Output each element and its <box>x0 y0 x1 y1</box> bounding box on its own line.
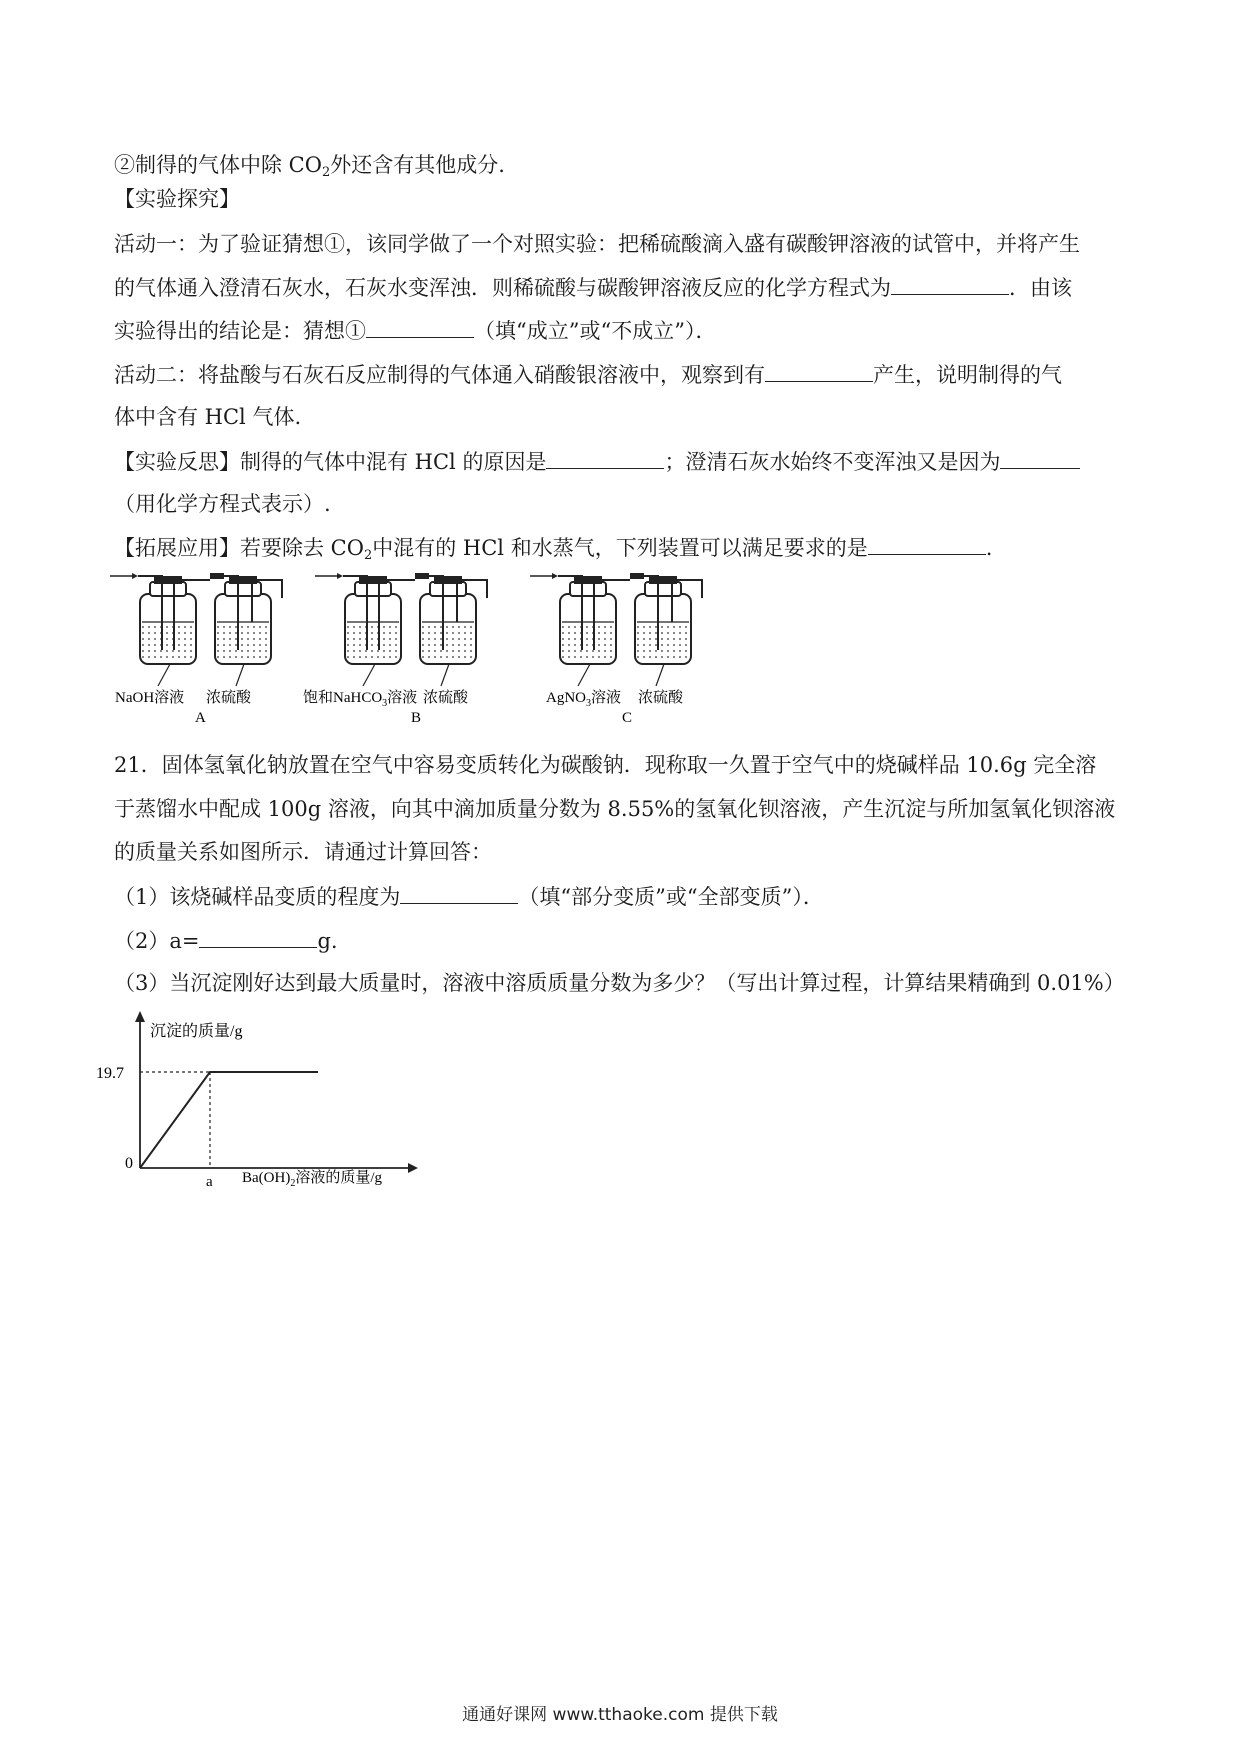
apparatus-c <box>530 573 702 726</box>
y-tick-label: 19.7 <box>96 1065 124 1082</box>
text-line: （用化学方程式表示）. <box>114 492 331 516</box>
text-line: ②制得的气体中除 $CO_2$外还含有其他成分. <box>114 153 505 180</box>
x-axis-label: $Ba(OH)_2$溶液的质量/g <box>242 1170 382 1189</box>
sub-question-3: （3）当沉淀刚好达到最大质量时，溶液中溶质质量分数为多少？（写出计算过程，计算结果精确到 0.01%） <box>114 971 1125 995</box>
apparatus-figure <box>110 570 710 730</box>
answer-blank[interactable] <box>1000 446 1080 469</box>
apparatus-c-left-label: AgNO$_3$溶液 <box>546 690 622 709</box>
apparatus-b-left-label: 饱和NaHCO$_3$溶液 <box>303 690 418 709</box>
apparatus-a-right-label: 浓硫酸 <box>206 690 252 706</box>
origin-label: 0 <box>125 1155 133 1172</box>
text-line: 的气体通入澄清石灰水，石灰水变浑浊．则稀硫酸与碳酸钾溶液反应的化学方程式为 ．由该 <box>114 272 1134 303</box>
text-line: 体中含有 HCl 气体. <box>114 405 302 429</box>
section-heading: 【实验探究】 <box>114 187 240 211</box>
answer-blank[interactable] <box>546 446 664 469</box>
text-line: 的质量关系如图所示．请通过计算回答： <box>114 840 492 864</box>
text-line: 活动一：为了验证猜想①，该同学做了一个对照实验：把稀硫酸滴入盛有碳酸钾溶液的试管中，并将产生 <box>114 232 1080 256</box>
x-tick-label: a <box>206 1174 213 1190</box>
apparatus-b <box>303 573 487 726</box>
apparatus-b-right-label: 浓硫酸 <box>423 690 469 706</box>
apparatus-c-letter: C <box>622 710 633 726</box>
y-axis-label: 沉淀的质量/g <box>150 1023 243 1040</box>
answer-blank[interactable] <box>891 272 1009 295</box>
question-21: 21．固体氢氧化钠放置在空气中容易变质转化为碳酸钠．现称取一久置于空气中的烧碱样品 10.6g 完全溶 <box>114 753 1097 777</box>
answer-blank[interactable] <box>765 359 873 382</box>
precipitate-curve <box>140 1072 318 1168</box>
apparatus-c-right-label: 浓硫酸 <box>638 690 684 706</box>
answer-blank[interactable] <box>199 925 317 948</box>
text-line: 【拓展应用】若要除去 $CO_2$中混有的 HCl 和水蒸气，下列装置可以满足要求的是 . <box>114 532 1134 571</box>
sub-question-1: （1）该烧碱样品变质的程度为 （填“部分变质”或“全部变质”）． <box>114 881 1134 912</box>
answer-blank[interactable] <box>366 315 474 338</box>
precipitate-graph <box>96 1008 470 1190</box>
answer-blank[interactable] <box>400 881 518 904</box>
page-footer: 通通好课网 www.tthaoke.com 提供下载 <box>462 1705 778 1725</box>
apparatus-a <box>110 573 282 726</box>
apparatus-b-letter: B <box>411 710 422 726</box>
answer-blank[interactable] <box>868 532 986 555</box>
apparatus-a-left-label: NaOH溶液 <box>115 690 185 706</box>
text-line: 活动二：将盐酸与石灰石反应制得的气体通入硝酸银溶液中，观察到有 产生，说明制得的气 <box>114 359 1134 390</box>
text-line: 于蒸馏水中配成 100g 溶液，向其中滴加质量分数为 8.55%的氢氧化钡溶液，产生沉淀与所加氢氧化钡溶液 <box>114 797 1116 821</box>
text-line: 实验得出的结论是：猜想① （填“成立”或“不成立”）． <box>114 315 1134 346</box>
apparatus-a-letter: A <box>195 710 206 726</box>
sub-question-2: （2）a= g. <box>114 925 1134 956</box>
text-line: 【实验反思】制得的气体中混有 HCl 的原因是 ；澄清石灰水始终不变浑浊又是因为 <box>114 446 1134 477</box>
